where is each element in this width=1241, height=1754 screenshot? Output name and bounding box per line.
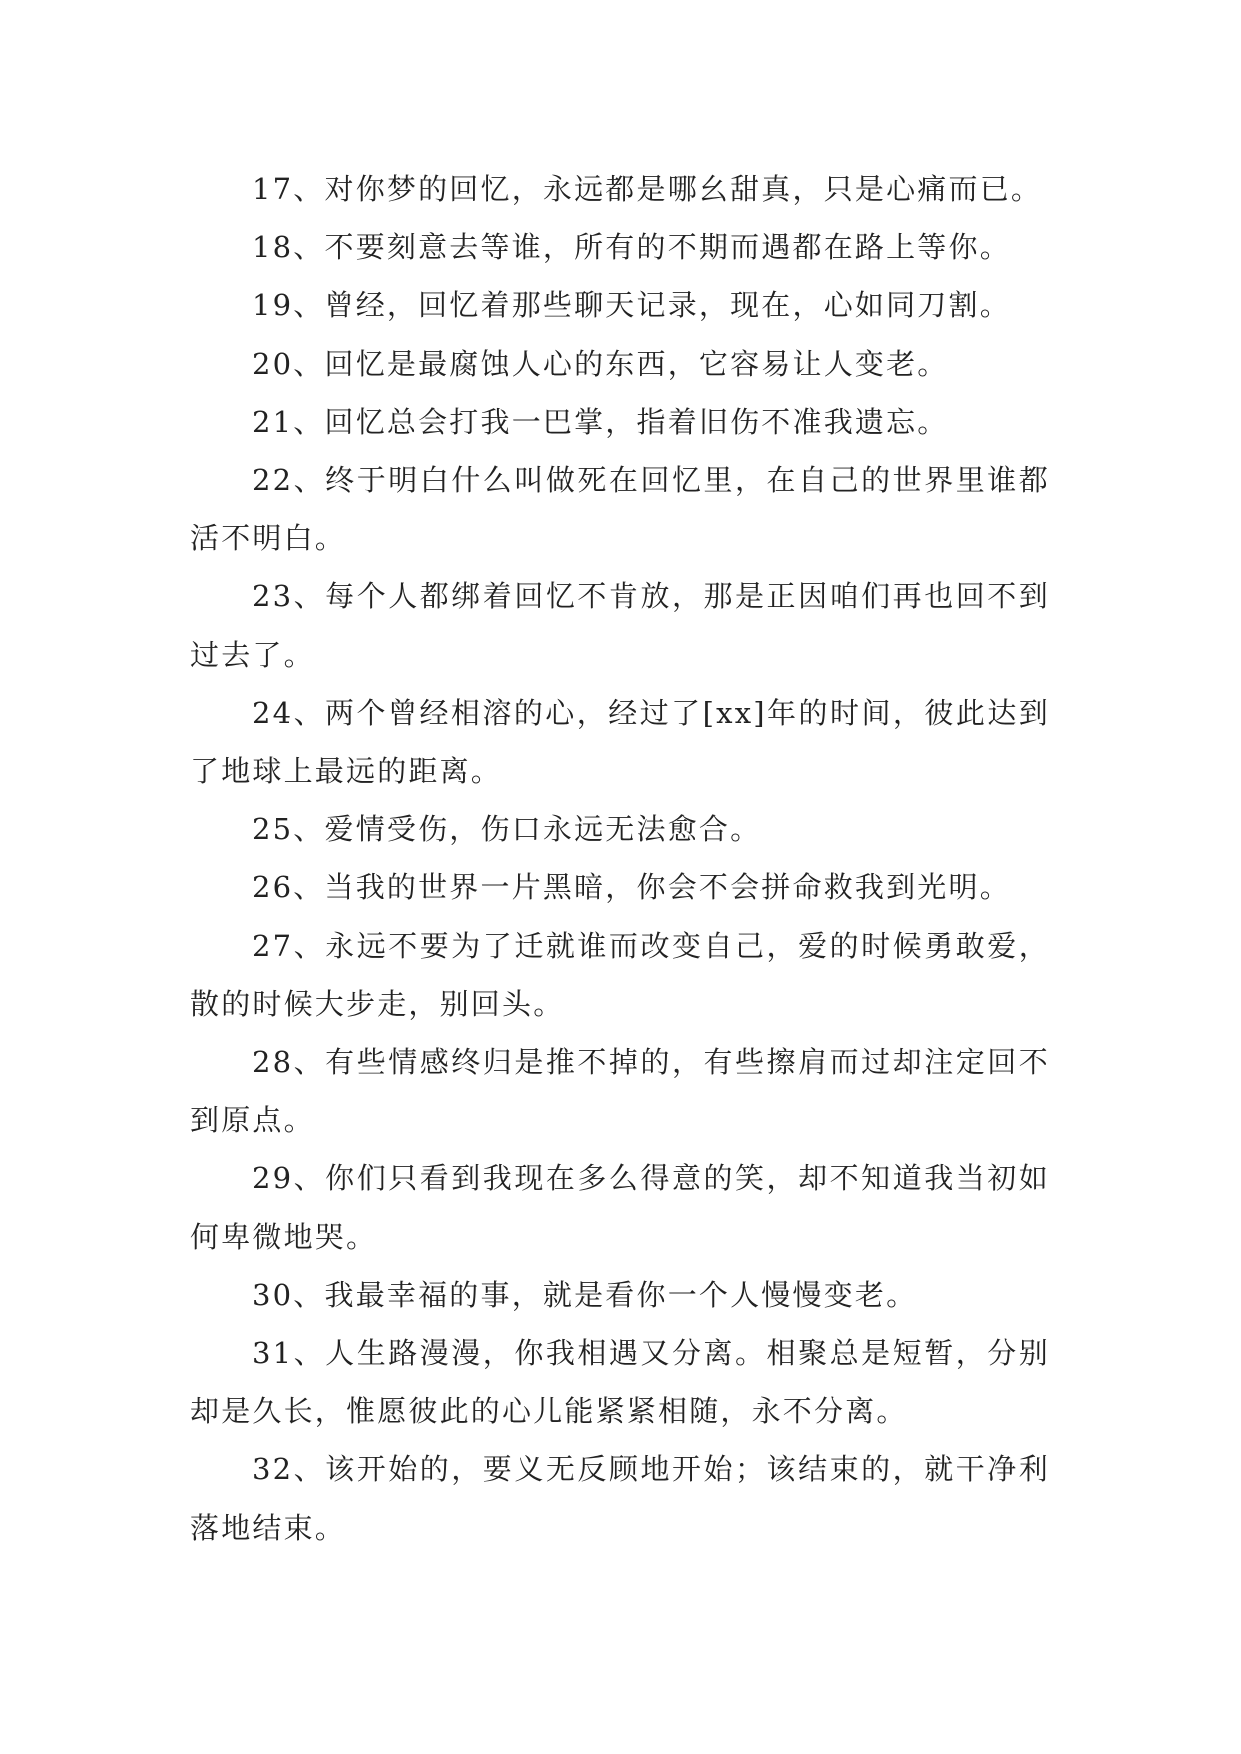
paragraph-18: 18、不要刻意去等谁，所有的不期而遇都在路上等你。 [252, 230, 1011, 265]
paragraph-32: 32、该开始的，要义无反顾地开始；该结束的，就干净利落地结束。 [190, 1452, 1050, 1545]
paragraph-23: 23、每个人都绑着回忆不肯放，那是正因咱们再也回不到过去了。 [190, 579, 1050, 672]
paragraph-25: 25、爱情受伤，伤口永远无法愈合。 [252, 812, 762, 847]
paragraph-19: 19、曾经，回忆着那些聊天记录，现在，心如同刀割。 [252, 288, 1011, 323]
document-body [190, 160, 1050, 1557]
paragraph-22: 22、终于明白什么叫做死在回忆里，在自己的世界里谁都活不明白。 [190, 463, 1050, 556]
paragraph-30: 30、我最幸福的事，就是看你一个人慢慢变老。 [252, 1277, 918, 1312]
paragraph-21: 21、回忆总会打我一巴掌，指着旧伤不准我遗忘。 [252, 404, 949, 439]
paragraph-24: 24、两个曾经相溶的心，经过了[xx]年的时间，彼此达到了地球上最远的距离。 [190, 695, 1050, 789]
paragraph-27: 27、永远不要为了迁就谁而改变自己，爱的时候勇敢爱，散的时候大步走，别回头。 [190, 928, 1050, 1021]
paragraph-29: 29、你们只看到我现在多么得意的笑，却不知道我当初如何卑微地哭。 [190, 1161, 1050, 1254]
paragraph-31: 31、人生路漫漫，你我相遇又分离。相聚总是短暂，分别却是久长，惟愿彼此的心儿能紧紧相随，永不分离。 [190, 1336, 1050, 1429]
paragraph-20: 20、回忆是最腐蚀人心的东西，它容易让人变老。 [252, 346, 949, 381]
paragraph-28: 28、有些情感终归是推不掉的，有些擦肩而过却注定回不到原点。 [190, 1045, 1050, 1138]
paragraph-17: 17、对你梦的回忆，永远都是哪幺甜真，只是心痛而已。 [252, 172, 1043, 206]
paragraph-26: 26、当我的世界一片黑暗，你会不会拼命救我到光明。 [252, 870, 1011, 905]
